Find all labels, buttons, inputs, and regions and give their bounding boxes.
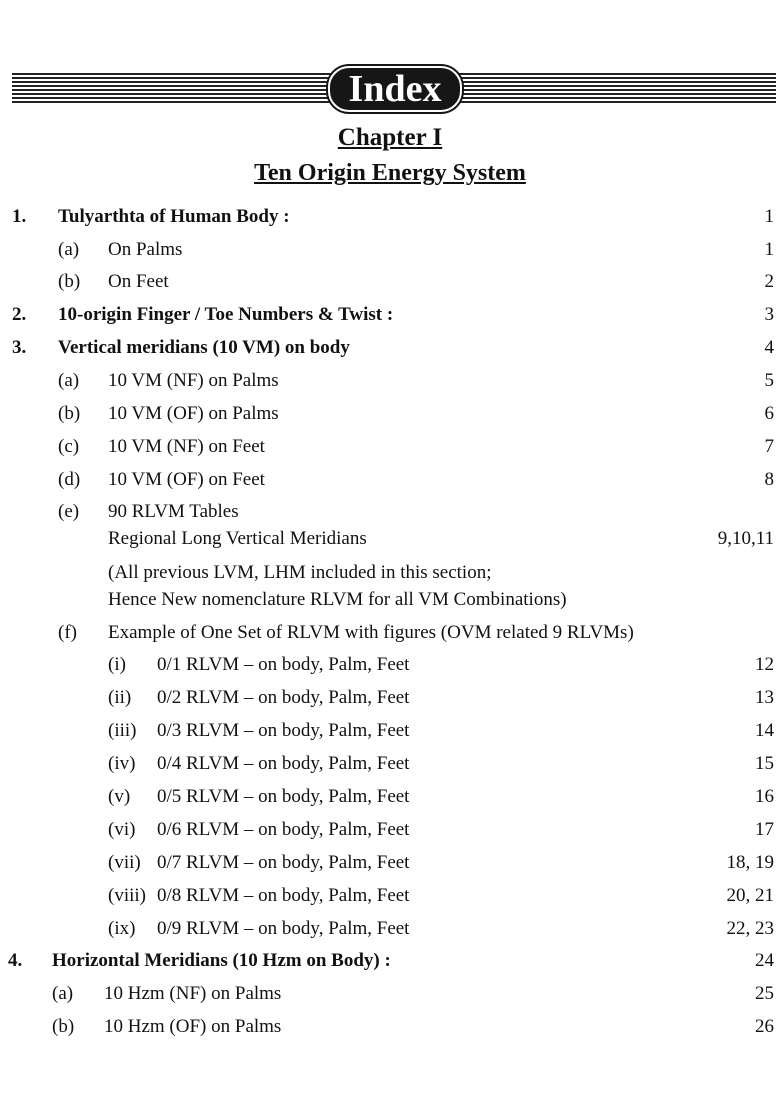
entry-text: 10 VM (NF) on Feet bbox=[108, 436, 265, 457]
index-entry bbox=[0, 202, 780, 232]
entry-text: 0/3 RLVM – on body, Palm, Feet bbox=[157, 720, 410, 741]
entry-page: 24 bbox=[755, 950, 774, 971]
entry-number: (b) bbox=[58, 271, 81, 292]
entry-number: 4. bbox=[8, 950, 23, 971]
entry-number: (iii) bbox=[108, 720, 137, 741]
entry-number: (d) bbox=[58, 469, 81, 490]
entry-text: 10 VM (NF) on Palms bbox=[108, 370, 279, 391]
entry-number: (iv) bbox=[108, 753, 136, 774]
entry-number: (e) bbox=[58, 501, 80, 522]
index-subentry bbox=[0, 618, 780, 648]
entry-text: 0/2 RLVM – on body, Palm, Feet bbox=[157, 687, 410, 708]
index-subentry bbox=[0, 235, 780, 265]
entry-number: (c) bbox=[58, 436, 80, 457]
entry-note: Hence New nomenclature RLVM for all VM Combinations) bbox=[108, 589, 567, 610]
entry-text: 0/8 RLVM – on body, Palm, Feet bbox=[157, 885, 410, 906]
entry-number: (v) bbox=[108, 786, 131, 807]
entry-page: 12 bbox=[755, 654, 774, 675]
entry-number: (a) bbox=[58, 370, 80, 391]
entry-text: 0/1 RLVM – on body, Palm, Feet bbox=[157, 654, 410, 675]
index-subentry bbox=[0, 267, 780, 297]
index-entry bbox=[0, 300, 780, 330]
entry-number: 1. bbox=[12, 206, 27, 227]
entry-number: (viii) bbox=[108, 885, 146, 906]
entry-page: 20, 21 bbox=[726, 885, 774, 906]
entry-page: 6 bbox=[764, 403, 774, 424]
entry-page: 26 bbox=[755, 1016, 774, 1037]
chapter-title: Ten Origin Energy System bbox=[254, 160, 526, 186]
entry-text: 0/5 RLVM – on body, Palm, Feet bbox=[157, 786, 410, 807]
entry-text: 0/9 RLVM – on body, Palm, Feet bbox=[157, 918, 410, 939]
index-subentry bbox=[0, 399, 780, 429]
entry-page: 1 bbox=[764, 206, 774, 227]
entry-number: (ix) bbox=[108, 918, 136, 939]
entry-number: (a) bbox=[52, 983, 74, 1004]
chapter-number: Chapter I bbox=[337, 124, 443, 151]
index-subsubentry bbox=[0, 749, 780, 779]
entry-page: 5 bbox=[764, 370, 774, 391]
index-note bbox=[0, 558, 780, 588]
entry-text: 10 Hzm (NF) on Palms bbox=[104, 983, 282, 1004]
entry-number: (b) bbox=[52, 1016, 75, 1037]
entry-page: 15 bbox=[755, 753, 774, 774]
entry-page: 13 bbox=[755, 687, 774, 708]
entry-text: Example of One Set of RLVM with figures (OVM related 9 RLVMs) bbox=[108, 622, 634, 643]
index-subsubentry bbox=[0, 716, 780, 746]
entry-number: (a) bbox=[58, 239, 80, 260]
index-note bbox=[0, 585, 780, 615]
entry-page: 22, 23 bbox=[726, 918, 774, 939]
entry-text: On Feet bbox=[108, 271, 169, 292]
entry-number: 2. bbox=[12, 304, 27, 325]
entry-number: (f) bbox=[58, 622, 77, 643]
entry-note: (All previous LVM, LHM included in this section; bbox=[108, 562, 492, 583]
entry-page: 9,10,11 bbox=[717, 528, 774, 549]
index-subsubentry bbox=[0, 782, 780, 812]
entry-number: (ii) bbox=[108, 687, 132, 708]
entry-page: 2 bbox=[764, 271, 774, 292]
index-entry bbox=[0, 946, 780, 976]
entry-page: 25 bbox=[755, 983, 774, 1004]
index-subentry bbox=[0, 366, 780, 396]
index-subentry-continuation bbox=[0, 524, 780, 554]
entry-text: 90 RLVM Tables bbox=[108, 501, 239, 522]
entry-text: 10 Hzm (OF) on Palms bbox=[104, 1016, 282, 1037]
index-subsubentry bbox=[0, 848, 780, 878]
index-subsubentry bbox=[0, 914, 780, 944]
entry-number: 3. bbox=[12, 337, 27, 358]
entry-number: (i) bbox=[108, 654, 126, 675]
entry-page: 8 bbox=[764, 469, 774, 490]
index-entry bbox=[0, 333, 780, 363]
entry-page: 18, 19 bbox=[726, 852, 774, 873]
entry-page: 14 bbox=[755, 720, 774, 741]
entry-number: (vii) bbox=[108, 852, 141, 873]
entry-text: On Palms bbox=[108, 239, 183, 260]
index-subsubentry bbox=[0, 815, 780, 845]
entry-page: 1 bbox=[764, 239, 774, 260]
index-subentry bbox=[0, 979, 780, 1009]
entry-text: Vertical meridians (10 VM) on body bbox=[58, 337, 350, 358]
index-subsubentry bbox=[0, 650, 780, 680]
entry-text: 10 VM (OF) on Palms bbox=[108, 403, 279, 424]
index-subentry bbox=[0, 497, 780, 527]
entry-text: Tulyarthta of Human Body : bbox=[58, 206, 290, 227]
entry-page: 7 bbox=[764, 436, 774, 457]
entry-page: 17 bbox=[755, 819, 774, 840]
index-title: Index bbox=[328, 66, 462, 112]
entry-text: 0/4 RLVM – on body, Palm, Feet bbox=[157, 753, 410, 774]
entry-text: 0/7 RLVM – on body, Palm, Feet bbox=[157, 852, 410, 873]
entry-page: 4 bbox=[764, 337, 774, 358]
index-subentry bbox=[0, 465, 780, 495]
entry-page: 16 bbox=[755, 786, 774, 807]
entry-text: Horizontal Meridians (10 Hzm on Body) : bbox=[52, 950, 391, 971]
entry-number: (vi) bbox=[108, 819, 136, 840]
index-subentry bbox=[0, 1012, 780, 1042]
index-subsubentry bbox=[0, 683, 780, 713]
entry-number: (b) bbox=[58, 403, 81, 424]
index-subentry bbox=[0, 432, 780, 462]
entry-text: Regional Long Vertical Meridians bbox=[108, 528, 367, 549]
entry-text: 0/6 RLVM – on body, Palm, Feet bbox=[157, 819, 410, 840]
index-subsubentry bbox=[0, 881, 780, 911]
entry-page: 3 bbox=[764, 304, 774, 325]
entry-text: 10-origin Finger / Toe Numbers & Twist : bbox=[58, 304, 394, 325]
index-banner bbox=[12, 66, 776, 110]
entry-text: 10 VM (OF) on Feet bbox=[108, 469, 265, 490]
